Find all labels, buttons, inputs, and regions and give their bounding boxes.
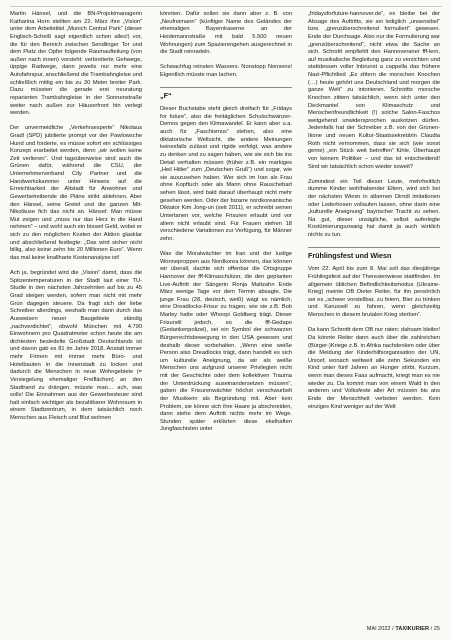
top-rule (10, 6, 442, 7)
paragraph: Dieser Buchstabe steht gleich dreifach für „Fridays for future“, also die freitäglichen Schulschwänzer-Demos gegen den Klimawandel. Er kann aber u.a. auch für „Faschismus“ stehen, also eine diktatorische Weltsicht, die andere Meinungen keinesfalls zulässt und rigide verfolgt, was andere zu denken und zu sagen haben, wie sie sich bis ins Detail verhalten müssen (früher z.B. ein markiges „Heil Hitler“ zum „Deutschen Gruß“) und sogar, wie sie auszusehen haben. Wer sich im Iran als Frau ohne Kopftuch oder als Mann ohne Rauschebart sehen lässt, wird bald darauf überhaupt nicht mehr gesehen werden. Oder der bizarre nordkoreanische Diktator Kim Jong-un (seit 2011), er schreibt seinen Untertanen vor, welche Frisuren erlaubt und vor allem nicht erlaubt sind. Für Frauen stehen 18 verschiedene Variationen zur Verfügung, für Männer zehn. (160, 106, 292, 242)
paragraph: Was die Moralwächter im Iran und der lustige Wonneproppen aus Nordkorea können, das können wir überall, dachte sich offenbar die Ortsgruppe Hannover der fff-Klimaschützer, die den geplanten Live-Auftritt der Sängerin Ronja Maltzahn Ende März wenige Tage vor dem Termin absagte. Die junge Frau (28, deutsch, weiß) wagt es nämlich, eine Dreadlocks-Frisur zu tragen, wie sie z.B. Bob Marley hatte oder Whoopi Goldberg trägt. Dieser Frisurstil jedoch, so die fff-Gedapo (Gedankenpolizei), sei ein Symbol der schwarzen Bürgerrechtsbewegung in den USA gewesen und deshalb dieser vorbehalten. „Wenn eine weiße Person also Dreadlocks trägt, dann handelt es sich um kulturelle Aneignung, da wir als weiße Menschen uns aufgrund unserer Privilegien nicht mit der Geschichte oder dem kollektiven Trauma der Unterdrückung auseinandersetzen müssen“, gaben die Frisurenwächter höchst verschwurbelt der Musikerin als Begründung mit. Aber kein Problem, sie könne sich ihre Haare ja abschneiden, dann stehe dem Auftritt nichts mehr im Wege. Stunden später erklärten diese ekelhaften Jungfaschisten unter (160, 251, 292, 433)
paragraph: Vom 22. April bis zum 8. Mai soll das diesjährige Frühlingsfest auf der Theresienwiese stattfinden. Im allgemein üblichen Befindlichkeitsmodus (Ukraine-Krieg) meinte OB Dieter Reiter, für ihn persönlich sei es „schwer vorstellbar, zu feiern, Bier zu trinken und Karussell zu fahren, wenn gleichzeitig Menschen in diesem brutalen Krieg sterben“. (308, 266, 440, 319)
paragraph: Schwachfug reinsten Wassers. Nonstopp Nonsens! Eigentlich müsste man lachen. (160, 64, 292, 78)
section-heading: Frühlingsfest und Wiesn (308, 247, 440, 260)
paragraph: Martin Hänsel, und die BN-Projektmanagerin Katharina Horn stellten am 22. März ihre „Vision“ unter dem Arbeitstitel „Munich Central Park“ (dieser Englisch-Scheiß sagt eigentlich schon alles!) vor, die für den Bereich zwischen Sendlinger Tor und dem Platz der Opfer folgende Raumaufteilung (von außen nach innen) vorsieht: verbreiterte Gehwege, üppige Radwege, dann jeweils nur mehr eine Autofahrspur, anschließend die Trambahngleise und schließlich mittig ein bis zu 30 Meter breiter Park. Dazu müssten die gerade erst neuratung reparierten Trambahngleise in der Sonnenstraße weiter nach außen zur Häuserfront hin verlegt werden. (10, 11, 142, 117)
paragraph: „fridaysforfuture-hannover.de“, es bleibe bei der Absage des Auftritts, sie sei lediglich „unsensibel“ bzw. „grenzüberschreitend formuliert“ gewesen. Ende der Durchsage. Also nur die Formulierung war „grenzüberschreitend“, nicht etwa die Sache an sich. Schrottt empfiehlt den Hannoveraner fff-lern, auf musikalische Begleitung ganz zu verzichten und stattdessen voller Inbrunst a cappella das frühere Nazi-Pflichtlied „Es zittern die morschen Knochen (…) heute gehört uns Deutschland und morgen die ganze Welt“ zu intonieren. Schrottts morsche Knochen zittern tatsächlich, wenn sich unter den Deckmantel von Klimaschutz und Menschenfreundlichkeit (!) solche Salon-Faschos weitgehend unwidersprochen auskotzen dürfen. Jedenfalls hat der Schreiber z.B. von der Grünen-Ikone und neuen Kultur-Staatssekretärin Claudia Roth nicht vernommen, dass sie sich (wie sonst gerne) „ein Stück weit betroffen“ fühle. Überhaupt von keinem Politiker – und das ist entscheidend! Sind wir tatsächlich schon wieder soweit? (308, 11, 440, 170)
issue-date: MAI 2022 / (366, 626, 394, 632)
publication-name: TAXIKURIER (395, 626, 430, 632)
column-2 (160, 11, 292, 434)
paragraph: könnten. Dafür sollen sie dann aber z. B. von „Neufreimann“ (künftiger Name des Geländes der ehemaligen Bayernkaserne an der Heidemannstraße mit bald 5.500 neuen Wohnungen) zum Spazierengehen ausgerechnet in die Stadt reinradeln. (160, 11, 292, 56)
column-1 (10, 11, 142, 423)
column-3 (308, 11, 440, 411)
paragraph: Ach ja, begründet wird die „Vision“ damit, dass die Spitzentemperaturen in der Stadt laut einer TU-Studie in den nächsten Jahrzehnten auf bis zu 45 Grad steigen werden, sofern man nicht mit mehr Grün dagegen steuere. Da fragt sich der liebe Schreiber allerdings, weshalb man dann durch das Ausweisen neuer Baugebiete ständig „nachverdichtet“, obwohl München mit 4.790 Einwohnern pro Quadratmeter schon heute die am dichtesten besiedelte Großstadt Deutschlands ist und davon gab es 81 im Jahre 2018. Anstatt immer mehr Firmen mit immer mehr Büro- und Hotelbauten in die Innenstadt zu locken und dadurch die Menschen in neue Wohngebiete (= Versiegelung ehemaliger Freiflächen) an den Stadtrand zu drängen, müsste man… ach, was solls! Die Einnahmen aus der Gewerbesteuer sind halt einfach wichtiger als bezahlbarer Wohnraum in einem Stadtzentrum, in dem tatsächlich noch Menschen aus Fleisch und Blut wohnen (10, 270, 142, 422)
paragraph: Zumindest ein Teil dieser Leute, mehrheitlich dumme Kinder wohlhabender Eltern, wird sich bei der nächsten Wiesn in albernen Dirndl imitationen oder Lederhosen vollaufen lassen, ohne darin eine „kulturelle Aneignung“ bayrischer Tracht zu sehen. Na gut, dieser unsägliche, selbst auferlegte Kostümierungszwang hat damit ja auch wirklich nichts zu tun. (308, 178, 440, 239)
page-number: / 25 (430, 626, 440, 632)
paragraph: Der unvermeidliche „Verkehrsexperte“ Nikolaus Gradl (SPD) jubilierte prompt vor der Pawlowsche Hund und forderte, es müsse sofort ein schlüssiges Konzept erarbeitet werden, denn „wir wollen keine Zeit verlieren“. Und tagsüberweise sind auch die Grünen dafür, während die CSU, der Unternehmerverband City Partner und die Handwerkskammer unter Hinweis auf die Erreichbarkeit der Altstadt für Anwohner und Gewerbetreibende die Pläne strikt ablehnen. Aber den Hänsel, seine Gretel und die ganzen Mit-Nikoläuse fich das nicht an. Hänsel: Man müsse Mut zeigen und „muss nur das Herz in die Hand nehmen“ – und wohl auch ein bisserl Geld, wobei er sich zu den möglichen Kosten der Aktion glasklar und abschließend festlegte: „Das wird sicher nicht billig, also keine zehn bis 20 Millionen Euro“. Wenn das mal keine knallharte Kostenanalyse ist! (10, 125, 142, 261)
paragraph: Da kann Schrottt dem OB nur raten: dahoam bleibn! Da könnte Reiter dann auch über die zahlreichen (Bürger-)Kriege z.B. in Afrika nachdenken oder über die Meldung der Kinderhilfsorganisation der UN, Unicef, wonach weltweit alle zehn Sekunden ein Kind unter fünf Jahren an Hunger stirbt. Kurzum, wenn man dieses Faas aufmacht, kriegt man es nie wieder zu. Da kommt man von einem Wald in den anderen und Volksfeste aller Art müssen bis ans Ende der Menschheit verboten werden. Kein einziges Kind weniger auf der Welt (308, 327, 440, 410)
section-heading: „F“ (160, 87, 292, 100)
page-footer (367, 626, 440, 633)
